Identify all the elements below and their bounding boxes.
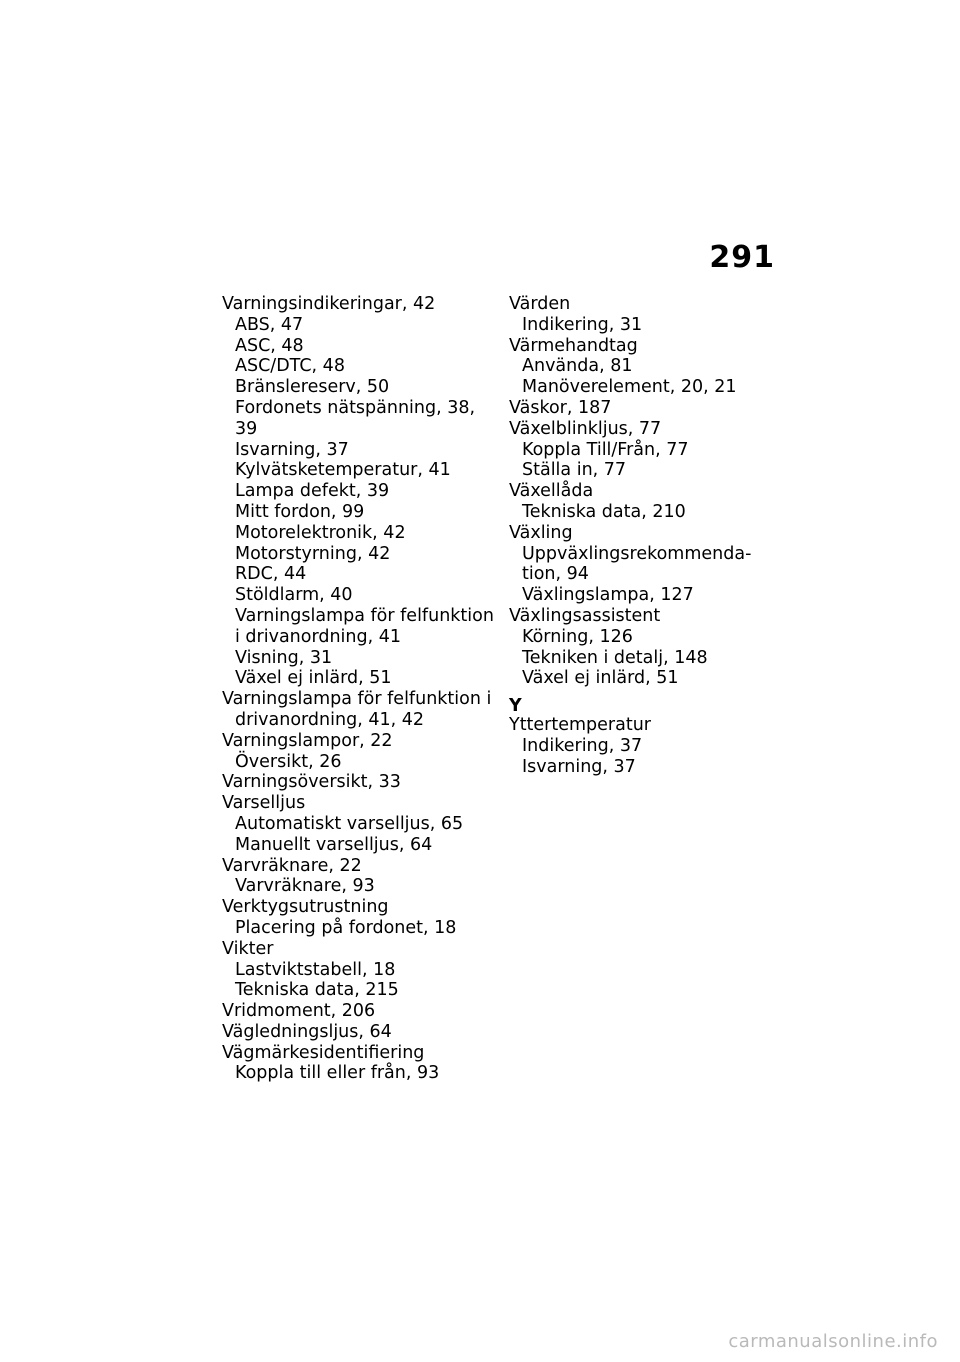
index-entry: Växellåda xyxy=(509,481,594,502)
index-subentry: Körning, 126 xyxy=(522,626,633,647)
index-entry: Varningsindikeringar, 42 xyxy=(222,294,436,314)
index-entry: Vikter xyxy=(222,938,274,959)
index-entry: Verktygsutrustning xyxy=(222,897,389,918)
index-entry: Vridmoment, 206 xyxy=(222,1001,376,1022)
index-subentry: Motorstyrning, 42 xyxy=(235,543,391,564)
index-subentry: Stöldlarm, 40 xyxy=(235,585,353,606)
index-subentry: 39 xyxy=(235,418,258,439)
index-subentry: Varningslampa för felfunktion xyxy=(235,605,494,626)
index-subentry: Kylvätsketemperatur, 41 xyxy=(235,460,451,481)
index-subentry: Översikt, 26 xyxy=(235,751,342,772)
index-subentry: ABS, 47 xyxy=(235,314,304,335)
index-entry: Varningslampor, 22 xyxy=(222,730,393,751)
index-subentry: i drivanordning, 41 xyxy=(235,626,402,647)
index-subentry: Isvarning, 37 xyxy=(235,439,349,460)
index-subentry: Tekniska data, 210 xyxy=(522,501,686,522)
index-subentry: Uppväxlingsrekommenda- xyxy=(522,543,752,564)
index-subentry: Indikering, 31 xyxy=(522,314,643,335)
index-entry: Varselljus xyxy=(222,793,306,814)
index-subentry: RDC, 44 xyxy=(235,564,307,585)
index-subentry: Fordonets nätspänning, 38, xyxy=(235,397,476,418)
index-subentry: Lastviktstabell, 18 xyxy=(235,959,396,980)
index-entry: Vägmärkesidentifiering xyxy=(222,1042,425,1063)
index-subentry: Manuellt varselljus, 64 xyxy=(235,834,433,855)
index-entry: Varningslampa för felfunktion i xyxy=(222,689,492,710)
watermark: carmanualsonline.info xyxy=(728,1331,938,1352)
index-subentry: Bränslereserv, 50 xyxy=(235,377,390,398)
index-subentry: Tekniken i detalj, 148 xyxy=(522,647,708,668)
index-subentry: Koppla Till/Från, 77 xyxy=(522,439,689,460)
index-subentry: ASC/DTC, 48 xyxy=(235,356,345,377)
index-subentry: Tekniska data, 215 xyxy=(235,980,399,1001)
index-subentry: Mitt fordon, 99 xyxy=(235,501,365,522)
index-entry: Vägledningsljus, 64 xyxy=(222,1021,392,1042)
index-column-right xyxy=(509,294,759,778)
index-subentry: Använda, 81 xyxy=(522,356,633,377)
index-entry: Värden xyxy=(509,294,571,314)
index-letter-heading: Y xyxy=(509,696,522,717)
index-entry: Yttertemperatur xyxy=(509,715,651,736)
index-subentry: Lampa defekt, 39 xyxy=(235,481,390,502)
index-subentry: Indikering, 37 xyxy=(522,735,643,756)
index-subentry: Motorelektronik, 42 xyxy=(235,522,406,543)
index-subentry: Visning, 31 xyxy=(235,647,333,668)
index-subentry: Växel ej inlärd, 51 xyxy=(235,668,392,689)
index-subentry: Växel ej inlärd, 51 xyxy=(522,668,679,689)
index-entry: Växelblinkljus, 77 xyxy=(509,418,662,439)
index-subentry: Ställa in, 77 xyxy=(522,460,627,481)
index-entry: Väskor, 187 xyxy=(509,397,612,418)
index-entry: Växlingsassistent xyxy=(509,605,661,626)
page-number: 291 xyxy=(709,240,775,275)
index-subentry: drivanordning, 41, 42 xyxy=(235,709,424,730)
index-subentry: Isvarning, 37 xyxy=(522,756,636,777)
index-subentry: Automatiskt varselljus, 65 xyxy=(235,813,464,834)
index-entry: Växling xyxy=(509,522,573,543)
index-entry: Varvräknare, 22 xyxy=(222,855,362,876)
index-subentry: Varvräknare, 93 xyxy=(235,876,375,897)
index-subentry: Placering på fordonet, 18 xyxy=(235,917,457,938)
index-subentry: tion, 94 xyxy=(522,564,589,585)
index-subentry: Koppla till eller från, 93 xyxy=(235,1063,440,1084)
index-entry: Värmehandtag xyxy=(509,335,638,356)
index-column-left xyxy=(222,294,492,1084)
index-entry: Varningsöversikt, 33 xyxy=(222,772,401,793)
index-subentry: Växlingslampa, 127 xyxy=(522,585,694,606)
index-subentry: Manöverelement, 20, 21 xyxy=(522,377,737,398)
index-subentry: ASC, 48 xyxy=(235,335,304,356)
